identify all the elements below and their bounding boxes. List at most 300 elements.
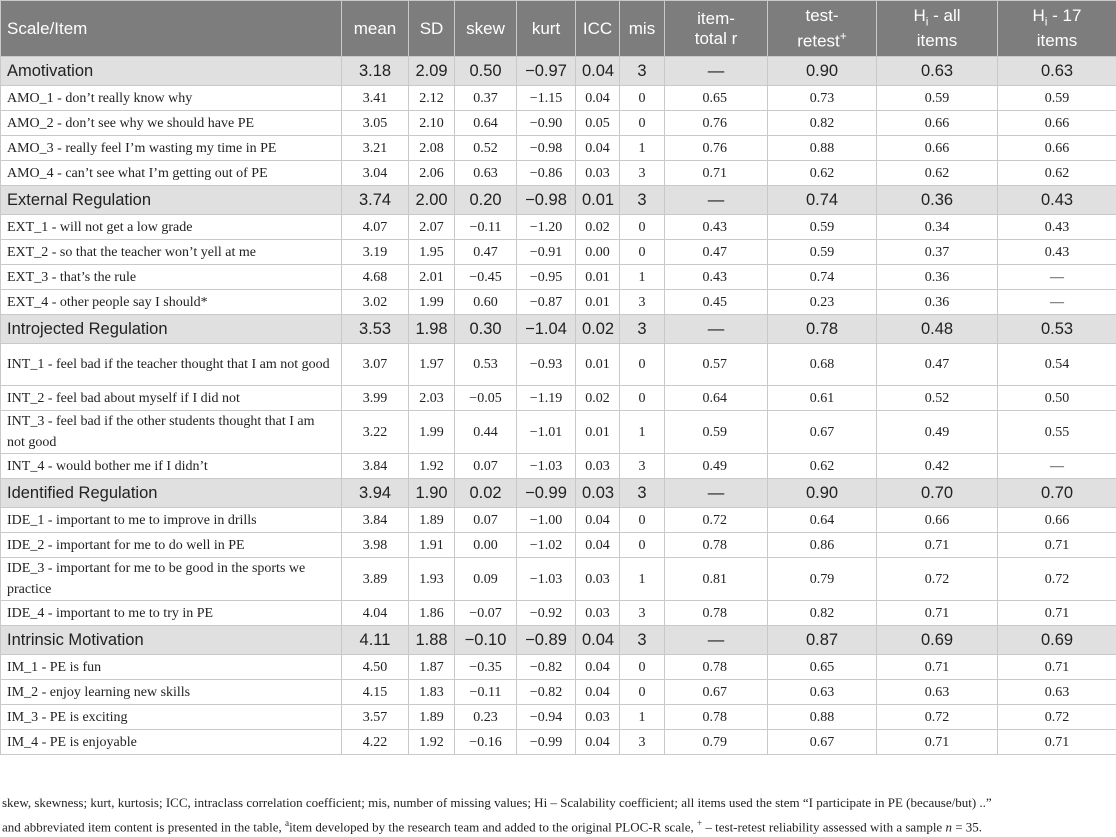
item-cell-sd: 2.08 xyxy=(409,136,455,161)
item-cell-icc: 0.04 xyxy=(576,86,620,111)
item-cell-label: EXT_2 - so that the teacher won’t yell at me xyxy=(1,240,342,265)
scale-cell-item-total: — xyxy=(665,315,768,344)
item-cell-kurt: −1.19 xyxy=(517,386,576,411)
item-cell-hi-17: 0.59 xyxy=(998,86,1116,111)
item-cell-hi-17: 0.71 xyxy=(998,730,1116,755)
scale-cell-icc: 0.02 xyxy=(576,315,620,344)
item-cell-kurt: −0.91 xyxy=(517,240,576,265)
footnote-line-1: skew, skewness; kurt, kurtosis; ICC, intraclass correlation coefficient; mis, number of missing values; Hi – Scalability coefficient; all items used the stem “I participate in PE (because/but) ..” xyxy=(2,793,1114,813)
item-cell-test-retest: 0.88 xyxy=(768,705,877,730)
scale-cell-skew: 0.20 xyxy=(455,186,517,215)
item-cell-item-total: 0.76 xyxy=(665,111,768,136)
item-cell-icc: 0.01 xyxy=(576,344,620,386)
item-cell-test-retest: 0.59 xyxy=(768,240,877,265)
scale-cell-label: Identified Regulation xyxy=(1,479,342,508)
item-cell-test-retest: 0.59 xyxy=(768,215,877,240)
scale-cell-hi-17: 0.53 xyxy=(998,315,1116,344)
item-cell-skew: 0.63 xyxy=(455,161,517,186)
item-cell-icc: 0.03 xyxy=(576,601,620,626)
item-cell-hi-all: 0.72 xyxy=(877,558,998,601)
item-cell-hi-all: 0.71 xyxy=(877,730,998,755)
table-row xyxy=(1,240,1116,265)
item-cell-hi-17: 0.66 xyxy=(998,136,1116,161)
item-cell-icc: 0.03 xyxy=(576,454,620,479)
item-cell-mean: 3.07 xyxy=(342,344,409,386)
item-cell-label: AMO_4 - can’t see what I’m getting out of PE xyxy=(1,161,342,186)
table-row xyxy=(1,161,1116,186)
scale-cell-mis: 3 xyxy=(620,479,665,508)
item-cell-label: EXT_3 - that’s the rule xyxy=(1,265,342,290)
table-row xyxy=(1,344,1116,386)
item-cell-skew: 0.09 xyxy=(455,558,517,601)
item-cell-test-retest: 0.64 xyxy=(768,508,877,533)
scale-cell-hi-all: 0.63 xyxy=(877,57,998,86)
scale-cell-sd: 1.98 xyxy=(409,315,455,344)
item-cell-kurt: −0.99 xyxy=(517,730,576,755)
scale-cell-hi-17: 0.69 xyxy=(998,626,1116,655)
item-cell-label: INT_1 - feel bad if the teacher thought that I am not good xyxy=(1,344,342,386)
scale-cell-item-total: — xyxy=(665,479,768,508)
table-row xyxy=(1,533,1116,558)
item-cell-test-retest: 0.62 xyxy=(768,161,877,186)
table-row xyxy=(1,386,1116,411)
item-cell-mean: 4.68 xyxy=(342,265,409,290)
item-cell-sd: 1.89 xyxy=(409,705,455,730)
item-cell-item-total: 0.47 xyxy=(665,240,768,265)
item-cell-mis: 0 xyxy=(620,533,665,558)
item-cell-mean: 3.99 xyxy=(342,386,409,411)
header-test-retest: test- retest+ xyxy=(768,1,877,57)
scale-cell-icc: 0.01 xyxy=(576,186,620,215)
scale-cell-sd: 1.90 xyxy=(409,479,455,508)
item-cell-label: INT_3 - feel bad if the other students thought that I am not good xyxy=(1,411,342,454)
item-cell-hi-all: 0.71 xyxy=(877,655,998,680)
item-cell-sd: 2.01 xyxy=(409,265,455,290)
item-cell-mean: 3.02 xyxy=(342,290,409,315)
item-cell-hi-all: 0.36 xyxy=(877,290,998,315)
item-cell-mis: 3 xyxy=(620,730,665,755)
table-row xyxy=(1,558,1116,601)
item-cell-icc: 0.01 xyxy=(576,290,620,315)
item-cell-hi-17: 0.66 xyxy=(998,508,1116,533)
item-cell-skew: 0.07 xyxy=(455,508,517,533)
item-cell-hi-all: 0.66 xyxy=(877,508,998,533)
item-cell-label: EXT_1 - will not get a low grade xyxy=(1,215,342,240)
scale-cell-hi-17: 0.43 xyxy=(998,186,1116,215)
item-cell-label: IDE_3 - important for me to be good in the sports we practice xyxy=(1,558,342,601)
item-cell-skew: 0.47 xyxy=(455,240,517,265)
scale-cell-hi-all: 0.70 xyxy=(877,479,998,508)
item-cell-hi-17: 0.43 xyxy=(998,240,1116,265)
item-cell-mis: 1 xyxy=(620,265,665,290)
item-cell-item-total: 0.76 xyxy=(665,136,768,161)
scale-cell-sd: 2.09 xyxy=(409,57,455,86)
item-cell-mis: 1 xyxy=(620,411,665,454)
item-cell-icc: 0.02 xyxy=(576,386,620,411)
scale-cell-label: External Regulation xyxy=(1,186,342,215)
item-cell-mis: 0 xyxy=(620,508,665,533)
item-cell-test-retest: 0.74 xyxy=(768,265,877,290)
item-cell-mis: 1 xyxy=(620,558,665,601)
item-cell-test-retest: 0.63 xyxy=(768,680,877,705)
item-cell-skew: −0.11 xyxy=(455,215,517,240)
scale-cell-mis: 3 xyxy=(620,186,665,215)
item-cell-sd: 1.92 xyxy=(409,454,455,479)
item-cell-mean: 3.19 xyxy=(342,240,409,265)
item-cell-sd: 1.87 xyxy=(409,655,455,680)
item-cell-hi-17: 0.72 xyxy=(998,558,1116,601)
item-cell-kurt: −0.86 xyxy=(517,161,576,186)
item-cell-hi-17: 0.66 xyxy=(998,111,1116,136)
item-cell-test-retest: 0.82 xyxy=(768,601,877,626)
item-cell-kurt: −0.82 xyxy=(517,655,576,680)
item-cell-label: INT_2 - feel bad about myself if I did not xyxy=(1,386,342,411)
item-cell-skew: 0.37 xyxy=(455,86,517,111)
scale-cell-kurt: −0.99 xyxy=(517,479,576,508)
item-cell-skew: 0.00 xyxy=(455,533,517,558)
table-row xyxy=(1,265,1116,290)
item-cell-sd: 1.97 xyxy=(409,344,455,386)
item-cell-kurt: −0.94 xyxy=(517,705,576,730)
item-cell-icc: 0.03 xyxy=(576,558,620,601)
scale-cell-test-retest: 0.90 xyxy=(768,57,877,86)
header-mis: mis xyxy=(620,1,665,57)
item-cell-hi-all: 0.66 xyxy=(877,136,998,161)
item-cell-hi-all: 0.71 xyxy=(877,533,998,558)
item-cell-hi-all: 0.59 xyxy=(877,86,998,111)
item-cell-hi-all: 0.49 xyxy=(877,411,998,454)
scale-cell-kurt: −1.04 xyxy=(517,315,576,344)
item-cell-mean: 3.98 xyxy=(342,533,409,558)
scale-cell-sd: 2.00 xyxy=(409,186,455,215)
item-cell-mean: 3.21 xyxy=(342,136,409,161)
table-row xyxy=(1,655,1116,680)
item-cell-mis: 0 xyxy=(620,111,665,136)
item-cell-mean: 4.04 xyxy=(342,601,409,626)
header-hi-17-items: $H_i - 17$ items xyxy=(998,1,1116,57)
item-cell-sd: 2.10 xyxy=(409,111,455,136)
scale-cell-mean: 3.18 xyxy=(342,57,409,86)
item-cell-test-retest: 0.88 xyxy=(768,136,877,161)
table-row xyxy=(1,705,1116,730)
item-cell-mis: 1 xyxy=(620,136,665,161)
item-cell-item-total: 0.72 xyxy=(665,508,768,533)
scale-cell-test-retest: 0.87 xyxy=(768,626,877,655)
item-cell-test-retest: 0.82 xyxy=(768,111,877,136)
item-cell-mean: 4.22 xyxy=(342,730,409,755)
item-cell-hi-all: 0.47 xyxy=(877,344,998,386)
header-sd: SD xyxy=(409,1,455,57)
item-cell-label: AMO_3 - really feel I’m wasting my time in PE xyxy=(1,136,342,161)
item-cell-item-total: 0.43 xyxy=(665,215,768,240)
item-cell-skew: −0.05 xyxy=(455,386,517,411)
item-cell-item-total: 0.49 xyxy=(665,454,768,479)
item-cell-skew: −0.07 xyxy=(455,601,517,626)
table-row xyxy=(1,411,1116,454)
scale-cell-skew: 0.50 xyxy=(455,57,517,86)
scale-cell-test-retest: 0.78 xyxy=(768,315,877,344)
item-cell-label: IDE_2 - important for me to do well in PE xyxy=(1,533,342,558)
item-cell-mean: 4.50 xyxy=(342,655,409,680)
table-row xyxy=(1,136,1116,161)
item-cell-mean: 4.07 xyxy=(342,215,409,240)
item-cell-test-retest: 0.61 xyxy=(768,386,877,411)
item-cell-skew: 0.07 xyxy=(455,454,517,479)
item-cell-skew: 0.64 xyxy=(455,111,517,136)
item-cell-hi-17: 0.55 xyxy=(998,411,1116,454)
item-cell-mis: 0 xyxy=(620,240,665,265)
item-cell-label: IDE_4 - important to me to try in PE xyxy=(1,601,342,626)
scale-cell-item-total: — xyxy=(665,57,768,86)
item-cell-skew: 0.23 xyxy=(455,705,517,730)
item-cell-item-total: 0.71 xyxy=(665,161,768,186)
item-cell-kurt: −0.93 xyxy=(517,344,576,386)
header-scale-item: Scale/Item xyxy=(1,1,342,57)
table-header-row xyxy=(1,1,1116,57)
header-kurt: kurt xyxy=(517,1,576,57)
item-cell-icc: 0.04 xyxy=(576,508,620,533)
item-cell-sd: 1.83 xyxy=(409,680,455,705)
item-cell-icc: 0.04 xyxy=(576,730,620,755)
scale-row xyxy=(1,57,1116,86)
item-cell-kurt: −0.95 xyxy=(517,265,576,290)
item-cell-label: INT_4 - would bother me if I didn’t xyxy=(1,454,342,479)
item-cell-icc: 0.05 xyxy=(576,111,620,136)
header-item-total-r: item- total r xyxy=(665,1,768,57)
scale-cell-mean: 3.74 xyxy=(342,186,409,215)
item-cell-mis: 0 xyxy=(620,344,665,386)
item-cell-icc: 0.04 xyxy=(576,136,620,161)
scale-cell-skew: 0.30 xyxy=(455,315,517,344)
scale-cell-hi-all: 0.36 xyxy=(877,186,998,215)
item-cell-hi-all: 0.42 xyxy=(877,454,998,479)
item-cell-hi-all: 0.34 xyxy=(877,215,998,240)
item-cell-sd: 1.86 xyxy=(409,601,455,626)
item-cell-sd: 1.92 xyxy=(409,730,455,755)
table-body xyxy=(1,57,1116,755)
table-footnote xyxy=(2,793,1114,837)
item-cell-item-total: 0.78 xyxy=(665,601,768,626)
item-cell-icc: 0.00 xyxy=(576,240,620,265)
scale-cell-mean: 4.11 xyxy=(342,626,409,655)
item-cell-label: IDE_1 - important to me to improve in drills xyxy=(1,508,342,533)
item-cell-sd: 1.89 xyxy=(409,508,455,533)
item-cell-mis: 3 xyxy=(620,601,665,626)
scale-cell-sd: 1.88 xyxy=(409,626,455,655)
item-cell-sd: 2.06 xyxy=(409,161,455,186)
item-cell-item-total: 0.79 xyxy=(665,730,768,755)
item-cell-kurt: −1.15 xyxy=(517,86,576,111)
scale-cell-mean: 3.53 xyxy=(342,315,409,344)
item-cell-item-total: 0.81 xyxy=(665,558,768,601)
item-cell-mis: 0 xyxy=(620,386,665,411)
item-cell-hi-17: — xyxy=(998,290,1116,315)
item-cell-item-total: 0.43 xyxy=(665,265,768,290)
item-cell-label: IM_3 - PE is exciting xyxy=(1,705,342,730)
item-cell-item-total: 0.78 xyxy=(665,533,768,558)
item-cell-skew: 0.60 xyxy=(455,290,517,315)
item-cell-item-total: 0.45 xyxy=(665,290,768,315)
item-cell-icc: 0.04 xyxy=(576,655,620,680)
item-cell-icc: 0.03 xyxy=(576,705,620,730)
scale-cell-mean: 3.94 xyxy=(342,479,409,508)
item-cell-mis: 3 xyxy=(620,454,665,479)
scale-cell-mis: 3 xyxy=(620,315,665,344)
scale-row xyxy=(1,626,1116,655)
scale-cell-kurt: −0.89 xyxy=(517,626,576,655)
item-cell-sd: 2.12 xyxy=(409,86,455,111)
item-cell-item-total: 0.57 xyxy=(665,344,768,386)
item-cell-hi-17: 0.71 xyxy=(998,655,1116,680)
scale-cell-label: Introjected Regulation xyxy=(1,315,342,344)
footnote-line-2: and abbreviated item content is presented in the table, $^a$item developed by the research team and added to the original PLOC-R scale, + – test-retest reliability assessed with a sample n = 35. xyxy=(2,813,1114,837)
scale-cell-hi-17: 0.63 xyxy=(998,57,1116,86)
item-cell-mean: 3.57 xyxy=(342,705,409,730)
scale-cell-test-retest: 0.74 xyxy=(768,186,877,215)
scale-cell-skew: 0.02 xyxy=(455,479,517,508)
item-cell-hi-17: 0.72 xyxy=(998,705,1116,730)
item-cell-kurt: −0.92 xyxy=(517,601,576,626)
item-cell-kurt: −0.82 xyxy=(517,680,576,705)
item-cell-skew: 0.52 xyxy=(455,136,517,161)
item-cell-hi-17: — xyxy=(998,454,1116,479)
item-cell-mean: 4.15 xyxy=(342,680,409,705)
item-cell-test-retest: 0.73 xyxy=(768,86,877,111)
scale-cell-item-total: — xyxy=(665,626,768,655)
header-skew: skew xyxy=(455,1,517,57)
item-cell-sd: 2.03 xyxy=(409,386,455,411)
header-mean: mean xyxy=(342,1,409,57)
item-cell-icc: 0.04 xyxy=(576,680,620,705)
item-cell-test-retest: 0.67 xyxy=(768,411,877,454)
scale-row xyxy=(1,315,1116,344)
item-cell-sd: 1.99 xyxy=(409,290,455,315)
item-cell-test-retest: 0.23 xyxy=(768,290,877,315)
header-icc: ICC xyxy=(576,1,620,57)
scale-cell-item-total: — xyxy=(665,186,768,215)
item-cell-test-retest: 0.67 xyxy=(768,730,877,755)
item-cell-hi-all: 0.71 xyxy=(877,601,998,626)
item-cell-mis: 1 xyxy=(620,705,665,730)
item-cell-kurt: −1.03 xyxy=(517,558,576,601)
table-row xyxy=(1,111,1116,136)
item-cell-label: AMO_1 - don’t really know why xyxy=(1,86,342,111)
item-cell-skew: −0.11 xyxy=(455,680,517,705)
item-cell-label: AMO_2 - don’t see why we should have PE xyxy=(1,111,342,136)
item-cell-icc: 0.02 xyxy=(576,215,620,240)
item-cell-kurt: −1.02 xyxy=(517,533,576,558)
item-cell-item-total: 0.78 xyxy=(665,655,768,680)
item-cell-sd: 2.07 xyxy=(409,215,455,240)
item-cell-hi-all: 0.62 xyxy=(877,161,998,186)
item-cell-test-retest: 0.79 xyxy=(768,558,877,601)
item-cell-mean: 3.22 xyxy=(342,411,409,454)
scale-cell-hi-all: 0.48 xyxy=(877,315,998,344)
item-cell-label: IM_4 - PE is enjoyable xyxy=(1,730,342,755)
item-cell-label: EXT_4 - other people say I should* xyxy=(1,290,342,315)
item-cell-mis: 0 xyxy=(620,215,665,240)
item-cell-mean: 3.41 xyxy=(342,86,409,111)
item-cell-hi-17: 0.50 xyxy=(998,386,1116,411)
table-row xyxy=(1,454,1116,479)
item-cell-skew: −0.45 xyxy=(455,265,517,290)
table-row xyxy=(1,601,1116,626)
item-cell-mean: 3.84 xyxy=(342,454,409,479)
item-cell-kurt: −1.20 xyxy=(517,215,576,240)
item-cell-test-retest: 0.62 xyxy=(768,454,877,479)
scale-cell-test-retest: 0.90 xyxy=(768,479,877,508)
item-cell-icc: 0.03 xyxy=(576,161,620,186)
item-cell-kurt: −0.90 xyxy=(517,111,576,136)
table-row xyxy=(1,680,1116,705)
scale-cell-icc: 0.03 xyxy=(576,479,620,508)
item-cell-hi-17: 0.54 xyxy=(998,344,1116,386)
item-cell-hi-all: 0.37 xyxy=(877,240,998,265)
item-cell-item-total: 0.67 xyxy=(665,680,768,705)
item-cell-kurt: −1.01 xyxy=(517,411,576,454)
scale-cell-kurt: −0.97 xyxy=(517,57,576,86)
item-cell-hi-17: 0.62 xyxy=(998,161,1116,186)
item-cell-mis: 0 xyxy=(620,680,665,705)
item-cell-item-total: 0.78 xyxy=(665,705,768,730)
item-cell-hi-all: 0.63 xyxy=(877,680,998,705)
item-cell-kurt: −0.98 xyxy=(517,136,576,161)
scale-cell-label: Amotivation xyxy=(1,57,342,86)
item-cell-mis: 3 xyxy=(620,161,665,186)
item-cell-hi-17: 0.71 xyxy=(998,601,1116,626)
item-cell-skew: −0.35 xyxy=(455,655,517,680)
item-cell-kurt: −1.03 xyxy=(517,454,576,479)
item-cell-sd: 1.95 xyxy=(409,240,455,265)
header-hi-all-items: $H_i$ - all items xyxy=(877,1,998,57)
item-cell-skew: 0.44 xyxy=(455,411,517,454)
scale-cell-mis: 3 xyxy=(620,626,665,655)
item-cell-hi-all: 0.52 xyxy=(877,386,998,411)
item-cell-hi-17: 0.63 xyxy=(998,680,1116,705)
item-cell-mis: 3 xyxy=(620,290,665,315)
item-cell-item-total: 0.64 xyxy=(665,386,768,411)
item-cell-hi-17: — xyxy=(998,265,1116,290)
item-cell-item-total: 0.59 xyxy=(665,411,768,454)
scale-cell-hi-all: 0.69 xyxy=(877,626,998,655)
scale-cell-icc: 0.04 xyxy=(576,57,620,86)
table-row xyxy=(1,215,1116,240)
item-cell-hi-all: 0.72 xyxy=(877,705,998,730)
item-cell-test-retest: 0.65 xyxy=(768,655,877,680)
item-cell-icc: 0.01 xyxy=(576,265,620,290)
table-row xyxy=(1,508,1116,533)
scale-cell-skew: −0.10 xyxy=(455,626,517,655)
item-cell-hi-17: 0.43 xyxy=(998,215,1116,240)
item-cell-sd: 1.91 xyxy=(409,533,455,558)
item-cell-skew: 0.53 xyxy=(455,344,517,386)
item-cell-mean: 3.84 xyxy=(342,508,409,533)
item-cell-test-retest: 0.68 xyxy=(768,344,877,386)
item-cell-kurt: −1.00 xyxy=(517,508,576,533)
item-cell-kurt: −0.87 xyxy=(517,290,576,315)
table-row xyxy=(1,730,1116,755)
item-cell-mean: 3.89 xyxy=(342,558,409,601)
scale-cell-icc: 0.04 xyxy=(576,626,620,655)
item-cell-item-total: 0.65 xyxy=(665,86,768,111)
scale-cell-mis: 3 xyxy=(620,57,665,86)
item-cell-label: IM_1 - PE is fun xyxy=(1,655,342,680)
scale-cell-hi-17: 0.70 xyxy=(998,479,1116,508)
item-cell-test-retest: 0.86 xyxy=(768,533,877,558)
scale-cell-label: Intrinsic Motivation xyxy=(1,626,342,655)
item-cell-sd: 1.93 xyxy=(409,558,455,601)
scale-row xyxy=(1,479,1116,508)
